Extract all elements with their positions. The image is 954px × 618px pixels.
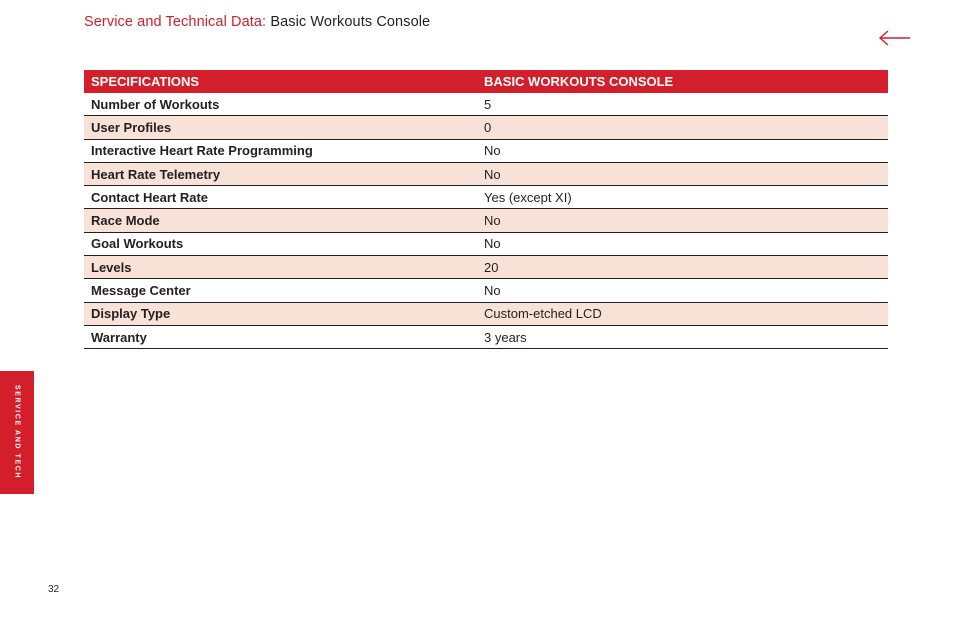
row-value: Yes (except XI) — [477, 186, 888, 209]
table-row — [84, 139, 888, 162]
column-header-console: BASIC WORKOUTS CONSOLE — [477, 70, 888, 93]
table-row — [84, 93, 888, 116]
table-row — [84, 162, 888, 185]
specifications-table — [84, 70, 888, 349]
table-header-row — [84, 70, 888, 93]
row-value: No — [477, 279, 888, 302]
row-value: 3 years — [477, 325, 888, 348]
page-number: 32 — [48, 584, 60, 595]
row-value: No — [477, 232, 888, 255]
table-row — [84, 232, 888, 255]
table-row — [84, 186, 888, 209]
row-value: Custom-etched LCD — [477, 302, 888, 325]
table-row — [84, 256, 888, 279]
page-header — [84, 14, 430, 30]
row-value: No — [477, 139, 888, 162]
row-value: No — [477, 209, 888, 232]
left-arrow-icon[interactable] — [878, 29, 912, 47]
table-row — [84, 279, 888, 302]
row-label: Warranty — [84, 325, 477, 348]
column-header-specifications: SPECIFICATIONS — [84, 70, 477, 93]
section-side-tab[interactable] — [0, 371, 34, 494]
row-label: Number of Workouts — [84, 93, 477, 116]
row-label: Race Mode — [84, 209, 477, 232]
table-row — [84, 302, 888, 325]
row-label: Contact Heart Rate — [84, 186, 477, 209]
page-title: Basic Workouts Console — [270, 14, 431, 30]
row-value: No — [477, 162, 888, 185]
row-label: Levels — [84, 256, 477, 279]
table-row — [84, 116, 888, 139]
row-value: 0 — [477, 116, 888, 139]
row-label: Interactive Heart Rate Programming — [84, 139, 477, 162]
row-value: 20 — [477, 256, 888, 279]
row-label: Message Center — [84, 279, 477, 302]
row-label: User Profiles — [84, 116, 477, 139]
row-value: 5 — [477, 93, 888, 116]
table-row — [84, 325, 888, 348]
table-row — [84, 209, 888, 232]
section-title: Service and Technical Data: — [84, 14, 267, 30]
side-tab-label: SERVICE AND TECH — [13, 384, 21, 480]
row-label: Display Type — [84, 302, 477, 325]
row-label: Goal Workouts — [84, 232, 477, 255]
row-label: Heart Rate Telemetry — [84, 162, 477, 185]
